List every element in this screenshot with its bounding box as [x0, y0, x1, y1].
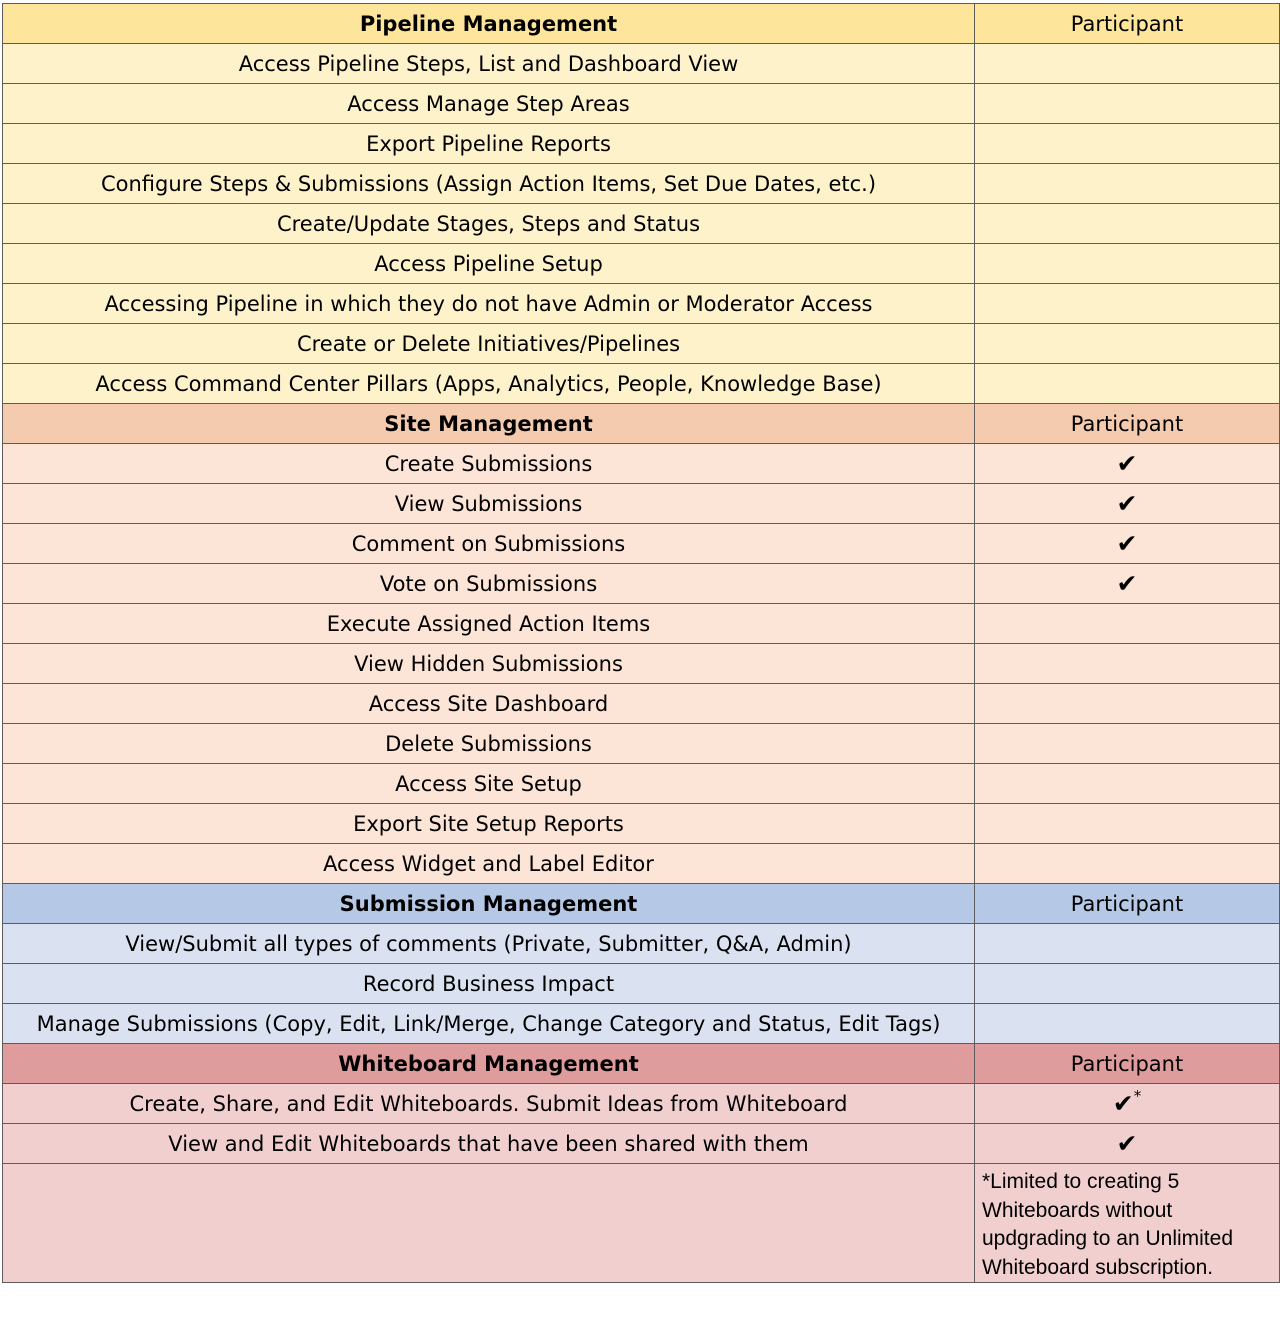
permission-label: Access Command Center Pillars (Apps, Analytics, People, Knowledge Base): [3, 364, 975, 404]
permission-value: [975, 764, 1280, 804]
table-row: [3, 764, 1280, 804]
permission-label: Accessing Pipeline in which they do not have Admin or Moderator Access: [3, 284, 975, 324]
permission-value: [975, 804, 1280, 844]
permission-value: [975, 124, 1280, 164]
table-row: [3, 1084, 1280, 1124]
table-row: [3, 244, 1280, 284]
permission-value: [975, 284, 1280, 324]
permission-label: Vote on Submissions: [3, 564, 975, 604]
permission-value: [975, 1004, 1280, 1044]
permission-label: Record Business Impact: [3, 964, 975, 1004]
table-row: [3, 684, 1280, 724]
section-title: Whiteboard Management: [3, 1044, 975, 1084]
table-row: [3, 444, 1280, 484]
check-icon: ✔: [1112, 1089, 1134, 1118]
permission-value: [975, 524, 1280, 564]
table-row: [3, 924, 1280, 964]
permission-value: [975, 1084, 1280, 1124]
permission-label: Export Site Setup Reports: [3, 804, 975, 844]
permission-value: [975, 164, 1280, 204]
permission-label: Execute Assigned Action Items: [3, 604, 975, 644]
footnote-marker: *: [1133, 1087, 1142, 1105]
table-row: [3, 164, 1280, 204]
permission-label: Access Site Setup: [3, 764, 975, 804]
permission-label: Comment on Submissions: [3, 524, 975, 564]
permission-label: View Submissions: [3, 484, 975, 524]
permission-label: View and Edit Whiteboards that have been shared with them: [3, 1124, 975, 1164]
role-column-header: Participant: [975, 4, 1280, 44]
table-row: [3, 844, 1280, 884]
table-row: [3, 124, 1280, 164]
role-column-header: Participant: [975, 404, 1280, 444]
permission-value: [975, 844, 1280, 884]
footnote-text: *Limited to creating 5 Whiteboards without updgrading to an Unlimited Whiteboard subscription.: [975, 1164, 1280, 1283]
permission-value: [975, 244, 1280, 284]
permission-label: Access Site Dashboard: [3, 684, 975, 724]
section-title: Pipeline Management: [3, 4, 975, 44]
section-title: Submission Management: [3, 884, 975, 924]
table-row: [3, 604, 1280, 644]
table-row: [3, 1004, 1280, 1044]
footnote-row: [3, 1164, 1280, 1283]
permission-label: View Hidden Submissions: [3, 644, 975, 684]
role-column-header: Participant: [975, 884, 1280, 924]
permission-label: Manage Submissions (Copy, Edit, Link/Merge, Change Category and Status, Edit Tags): [3, 1004, 975, 1044]
permissions-table: [2, 3, 1280, 1283]
table-row: [3, 284, 1280, 324]
check-icon: ✔: [1116, 488, 1138, 518]
empty-cell: [3, 1164, 975, 1283]
role-column-header: Participant: [975, 1044, 1280, 1084]
table-row: [3, 804, 1280, 844]
permission-value: [975, 324, 1280, 364]
check-icon: ✔: [1116, 528, 1138, 558]
permission-label: Access Pipeline Setup: [3, 244, 975, 284]
permission-label: Delete Submissions: [3, 724, 975, 764]
permission-label: Create or Delete Initiatives/Pipelines: [3, 324, 975, 364]
table-row: [3, 1124, 1280, 1164]
table-row: [3, 484, 1280, 524]
permission-value: [975, 444, 1280, 484]
permission-value: [975, 484, 1280, 524]
whiteboard-section-header: [3, 1044, 1280, 1084]
table-row: [3, 964, 1280, 1004]
permission-label: Create, Share, and Edit Whiteboards. Submit Ideas from Whiteboard: [3, 1084, 975, 1124]
permission-value: [975, 364, 1280, 404]
permission-value: [975, 644, 1280, 684]
permissions-table-body: [3, 4, 1280, 1283]
permission-value: [975, 1124, 1280, 1164]
permission-value: [975, 204, 1280, 244]
permission-label: Access Manage Step Areas: [3, 84, 975, 124]
table-row: [3, 564, 1280, 604]
permission-label: Create/Update Stages, Steps and Status: [3, 204, 975, 244]
table-row: [3, 644, 1280, 684]
submission-section-header: [3, 884, 1280, 924]
table-row: [3, 204, 1280, 244]
permission-value: [975, 724, 1280, 764]
permission-label: Create Submissions: [3, 444, 975, 484]
table-row: [3, 524, 1280, 564]
check-icon: ✔: [1116, 1128, 1138, 1158]
table-row: [3, 364, 1280, 404]
check-icon: ✔: [1116, 568, 1138, 598]
permission-label: Export Pipeline Reports: [3, 124, 975, 164]
permission-value: [975, 84, 1280, 124]
table-row: [3, 724, 1280, 764]
permission-value: [975, 44, 1280, 84]
site-section-header: [3, 404, 1280, 444]
pipeline-section-header: [3, 4, 1280, 44]
table-row: [3, 324, 1280, 364]
permission-label: Configure Steps & Submissions (Assign Action Items, Set Due Dates, etc.): [3, 164, 975, 204]
permission-label: Access Widget and Label Editor: [3, 844, 975, 884]
check-icon: ✔: [1116, 448, 1138, 478]
permission-label: Access Pipeline Steps, List and Dashboard View: [3, 44, 975, 84]
permission-value: [975, 924, 1280, 964]
section-title: Site Management: [3, 404, 975, 444]
table-row: [3, 84, 1280, 124]
permission-value: [975, 964, 1280, 1004]
permission-label: View/Submit all types of comments (Private, Submitter, Q&A, Admin): [3, 924, 975, 964]
table-row: [3, 44, 1280, 84]
permission-value: [975, 564, 1280, 604]
permission-value: [975, 684, 1280, 724]
permission-value: [975, 604, 1280, 644]
